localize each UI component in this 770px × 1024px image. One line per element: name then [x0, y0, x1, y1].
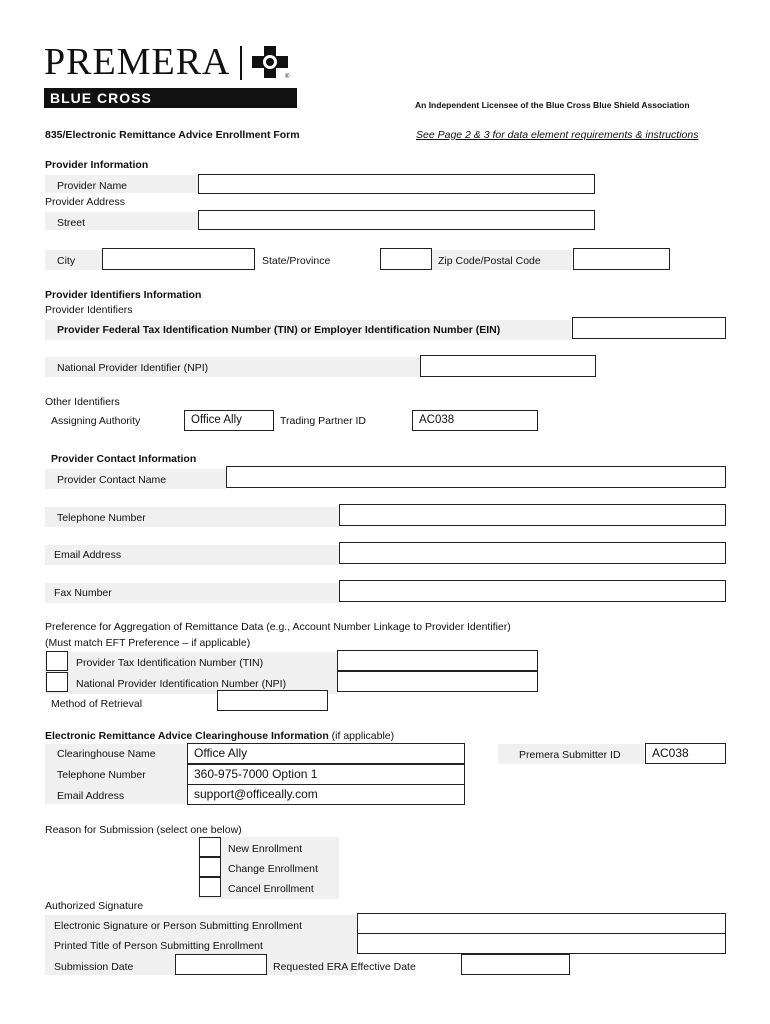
esig-label: Electronic Signature or Person Submitting Enrollment: [54, 920, 303, 932]
identifiers-subheading: Provider Identifiers: [45, 304, 133, 316]
aggregation-tin-checkbox[interactable]: [46, 651, 68, 671]
svg-text:®: ®: [285, 74, 290, 80]
contact-name-input[interactable]: [226, 466, 726, 488]
state-input[interactable]: [380, 248, 432, 270]
contact-heading: Provider Contact Information: [51, 453, 197, 465]
submitter-id-label: Premera Submitter ID: [519, 749, 621, 761]
npi-input[interactable]: [420, 355, 596, 377]
clearinghouse-phone-label: Telephone Number: [57, 769, 146, 781]
zip-label: Zip Code/Postal Code: [438, 255, 541, 267]
aggregation-line1: Preference for Aggregation of Remittance Data (e.g., Account Number Linkage to Provider Identifier): [45, 621, 511, 633]
aggregation-npi-checkbox[interactable]: [46, 672, 68, 692]
contact-email-input[interactable]: [339, 542, 726, 564]
blue-cross-bar: [44, 88, 297, 108]
street-input[interactable]: [198, 210, 595, 230]
reason-label: Reason for Submission (select one below): [45, 824, 242, 836]
method-retrieval-input[interactable]: [217, 690, 328, 711]
printed-title-label: Printed Title of Person Submitting Enrollment: [54, 940, 263, 952]
era-effective-date-label: Requested ERA Effective Date: [273, 961, 416, 973]
other-identifiers-label: Other Identifiers: [45, 396, 120, 408]
clearinghouse-heading: [45, 730, 394, 742]
form-title: 835/Electronic Remittance Advice Enrollment Form: [45, 129, 300, 141]
provider-name-label: Provider Name: [57, 180, 128, 192]
submission-date-label: Submission Date: [54, 961, 134, 973]
contact-email-label: Email Address: [54, 549, 122, 561]
clearinghouse-email-label: Email Address: [57, 790, 125, 802]
logo-bar-text: BLUE CROSS: [50, 90, 152, 106]
trading-partner-input[interactable]: AC038: [412, 410, 538, 431]
city-label: City: [57, 255, 76, 267]
tin-input[interactable]: [572, 317, 726, 339]
licensee-notice: An Independent Licensee of the Blue Cross Blue Shield Association: [415, 100, 690, 110]
aggregation-npi-input[interactable]: [337, 671, 538, 692]
fax-label: Fax Number: [54, 587, 112, 599]
contact-phone-input[interactable]: [339, 504, 726, 526]
see-page-note: See Page 2 & 3 for data element requirements & instructions: [416, 129, 699, 141]
city-input[interactable]: [102, 248, 255, 270]
esig-input[interactable]: [357, 913, 726, 934]
assigning-authority-label: Assigning Authority: [51, 415, 141, 427]
contact-phone-label: Telephone Number: [57, 512, 146, 524]
provider-info-heading: Provider Information: [45, 159, 149, 171]
new-enrollment-checkbox[interactable]: [199, 837, 221, 857]
trading-partner-label: Trading Partner ID: [280, 415, 366, 427]
zip-input[interactable]: [573, 248, 670, 270]
contact-name-label: Provider Contact Name: [57, 474, 167, 486]
cancel-enrollment-checkbox[interactable]: [199, 877, 221, 897]
change-enrollment-label: Change Enrollment: [228, 863, 318, 875]
premera-logo-wordmark: PREMERA: [44, 41, 231, 83]
logo-divider: [240, 46, 242, 80]
cancel-enrollment-label: Cancel Enrollment: [228, 883, 314, 895]
provider-name-input[interactable]: [198, 174, 595, 194]
aggregation-tin-label: Provider Tax Identification Number (TIN): [76, 657, 264, 669]
clearinghouse-heading-suffix: (if applicable): [328, 730, 395, 742]
change-enrollment-checkbox[interactable]: [199, 857, 221, 877]
printed-title-input[interactable]: [357, 933, 726, 954]
identifiers-heading: Provider Identifiers Information: [45, 289, 202, 301]
method-retrieval-label: Method of Retrieval: [51, 698, 143, 710]
aggregation-npi-label: National Provider Identification Number (NPI): [76, 678, 287, 690]
street-label: Street: [57, 217, 86, 229]
clearinghouse-phone-input[interactable]: 360-975-7000 Option 1: [187, 764, 465, 785]
era-effective-date-input[interactable]: [461, 954, 570, 975]
npi-label: National Provider Identifier (NPI): [57, 362, 209, 374]
clearinghouse-email-input[interactable]: support@officeally.com: [187, 784, 465, 805]
new-enrollment-label: New Enrollment: [228, 843, 303, 855]
clearinghouse-heading-text: Electronic Remittance Advice Clearinghouse Information: [45, 730, 329, 742]
assigning-authority-input[interactable]: Office Ally: [184, 410, 274, 431]
fax-input[interactable]: [339, 580, 726, 602]
submission-date-input[interactable]: [175, 954, 267, 975]
tin-label: Provider Federal Tax Identification Number (TIN) or Employer Identification Number (EIN): [57, 324, 501, 336]
clearinghouse-name-input[interactable]: Office Ally: [187, 743, 465, 764]
provider-address-label: Provider Address: [45, 196, 125, 208]
submitter-id-input[interactable]: AC038: [645, 743, 726, 764]
clearinghouse-name-label: Clearinghouse Name: [57, 748, 156, 760]
signature-heading: Authorized Signature: [45, 900, 144, 912]
state-label: State/Province: [262, 255, 331, 267]
aggregation-tin-input[interactable]: [337, 650, 538, 671]
blue-cross-logo-icon: [252, 46, 292, 80]
aggregation-line2: (Must match EFT Preference – if applicable): [45, 637, 251, 649]
